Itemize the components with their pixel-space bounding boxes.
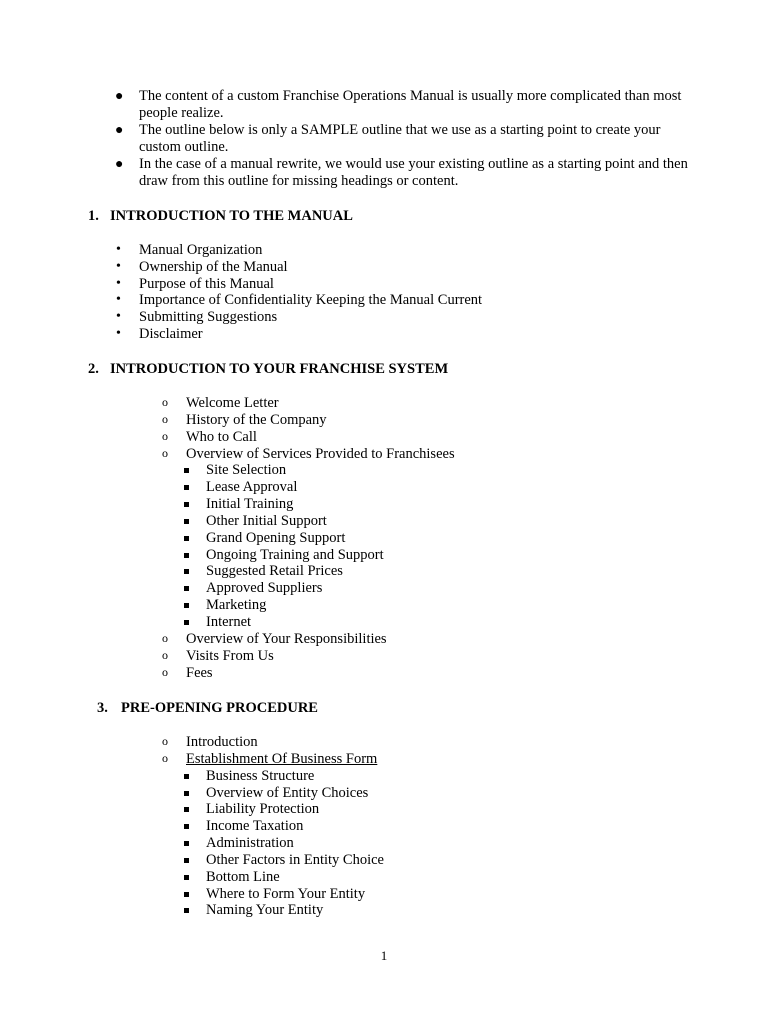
section2-sub-list — [160, 462, 455, 630]
square-bullet-icon — [184, 774, 189, 779]
section2-list — [160, 395, 455, 681]
sub-list-item: Internet — [160, 614, 455, 631]
square-bullet-icon — [184, 841, 189, 846]
circle-bullet-icon: o — [162, 445, 168, 460]
square-bullet-icon — [184, 908, 189, 913]
circle-bullet-icon: o — [162, 411, 168, 426]
sub-list-item: Administration — [160, 835, 384, 852]
section-heading-1: 1. INTRODUCTION TO THE MANUAL — [88, 208, 353, 224]
bullet-icon: ● — [115, 89, 124, 104]
list-item: ● The content of a custom Franchise Operations Manual is usually more complicated than most people realize. — [115, 88, 682, 121]
list-item: o Overview of Your Responsibilities — [162, 630, 387, 647]
list-item: • Manual Organization — [116, 242, 263, 258]
square-bullet-icon — [184, 620, 189, 625]
sub-list-item: Business Structure — [160, 768, 384, 785]
sub-list-item: Other Initial Support — [160, 513, 455, 530]
list-item: • Ownership of the Manual — [116, 258, 288, 275]
list-item: o Overview of Services Provided to Franchisees Site Selection Lease Approval Initial Training Other Initial Support Grand Opening Support Ongoing Training and Support Suggested Retail Prices Approved Suppliers Marketing Internet — [162, 445, 455, 630]
sub-list-item: Approved Suppliers — [160, 580, 455, 597]
list-item: • Importance of Confidentiality Keeping the Manual Current — [116, 292, 483, 309]
circle-bullet-icon: o — [162, 664, 168, 679]
square-bullet-icon — [184, 892, 189, 897]
section3-list — [160, 734, 384, 919]
square-bullet-icon — [184, 875, 189, 880]
list-item: • Purpose of this Manual — [116, 275, 274, 292]
bullet-icon: • — [116, 325, 121, 341]
square-bullet-icon — [184, 858, 189, 863]
sub-list-item: Overview of Entity Choices — [160, 785, 384, 802]
bullet-icon: • — [116, 275, 121, 291]
square-bullet-icon — [184, 468, 189, 473]
sub-list-item: Site Selection — [160, 462, 455, 479]
sub-list-item: Suggested Retail Prices — [160, 563, 455, 580]
square-bullet-icon — [184, 807, 189, 812]
list-item: o Introduction — [162, 734, 258, 750]
list-item: • Disclaimer — [116, 325, 203, 342]
bullet-icon: • — [116, 258, 121, 274]
sub-list-item: Naming Your Entity — [160, 902, 384, 919]
list-item: o History of the Company — [162, 411, 327, 428]
square-bullet-icon — [184, 586, 189, 591]
list-item: o Visits From Us — [162, 647, 274, 664]
sub-list-item: Ongoing Training and Support — [160, 547, 455, 564]
sub-list-item: Other Factors in Entity Choice — [160, 852, 384, 869]
section1-list — [110, 242, 482, 343]
list-item: o Welcome Letter — [162, 395, 279, 411]
bullet-icon: • — [116, 309, 121, 325]
circle-bullet-icon: o — [162, 647, 168, 662]
square-bullet-icon — [184, 603, 189, 608]
bullet-icon: • — [116, 292, 121, 308]
section-heading-2: 2. INTRODUCTION TO YOUR FRANCHISE SYSTEM — [88, 361, 449, 377]
bullet-icon: ● — [115, 123, 124, 138]
bullet-icon: • — [116, 242, 121, 257]
square-bullet-icon — [184, 519, 189, 524]
circle-bullet-icon: o — [162, 428, 168, 443]
square-bullet-icon — [184, 569, 189, 574]
square-bullet-icon — [184, 553, 189, 558]
section3-sub-list — [160, 768, 384, 920]
page-number: 1 — [380, 948, 388, 963]
sub-list-item: Marketing — [160, 597, 455, 614]
sub-list-item: Income Taxation — [160, 818, 384, 835]
square-bullet-icon — [184, 536, 189, 541]
list-item: o Who to Call — [162, 428, 257, 445]
square-bullet-icon — [184, 485, 189, 490]
bullet-icon: ● — [115, 157, 124, 172]
list-item: • Submitting Suggestions — [116, 309, 278, 326]
circle-bullet-icon: o — [162, 630, 168, 645]
list-item: o Establishment Of Business Form Business Structure Overview of Entity Choices Liability Protection Income Taxation Administration Other Factors in Entity Choice Bottom Line Where to Form Your Entity Naming Your Entity — [162, 750, 384, 919]
square-bullet-icon — [184, 502, 189, 507]
sub-list-item: Liability Protection — [160, 801, 384, 818]
circle-bullet-icon: o — [162, 734, 168, 748]
square-bullet-icon — [184, 824, 189, 829]
sub-list-item: Bottom Line — [160, 869, 384, 886]
section-heading-3: 3. PRE-OPENING PROCEDURE — [97, 700, 318, 716]
list-item: ● The outline below is only a SAMPLE outline that we use as a starting point to create your custom outline. — [115, 122, 661, 155]
sub-list-item: Where to Form Your Entity — [160, 886, 384, 903]
sub-list-item: Initial Training — [160, 496, 455, 513]
square-bullet-icon — [184, 791, 189, 796]
sub-list-item: Lease Approval — [160, 479, 455, 496]
list-item: ● In the case of a manual rewrite, we would use your existing outline as a starting point and then draw from this outline for missing headings or content. — [115, 156, 688, 189]
list-item: o Fees — [162, 664, 213, 681]
sub-list-item: Grand Opening Support — [160, 530, 455, 547]
circle-bullet-icon: o — [162, 395, 168, 409]
intro-bullet-list — [110, 88, 690, 190]
circle-bullet-icon: o — [162, 750, 168, 765]
